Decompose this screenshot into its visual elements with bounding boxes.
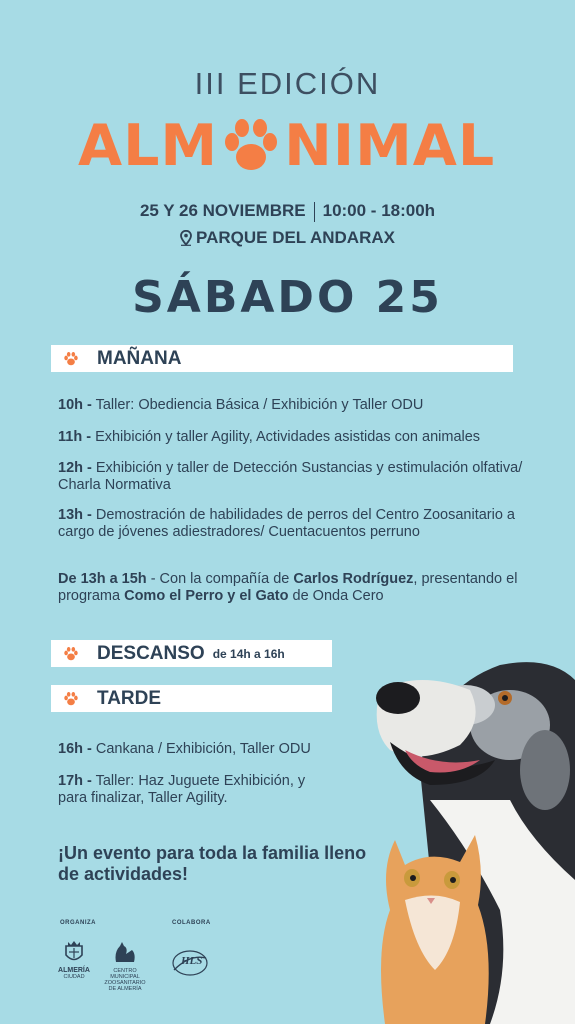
item-text: de Onda Cero	[288, 588, 384, 604]
item-text: Taller: Haz Juguete Exhibición, y para finalizar, Taller Agility.	[58, 773, 306, 806]
closing-message: ¡Un evento para toda la familia lleno de actividades!	[58, 843, 367, 884]
organiza-label: ORGANIZA	[60, 920, 96, 926]
logo-subtext: CIUDAD	[63, 974, 85, 980]
section-sublabel: de 14h a 16h	[212, 646, 285, 661]
section-label: MAÑANA	[97, 347, 182, 369]
schedule-item	[58, 507, 520, 541]
paw-icon	[63, 691, 79, 707]
section-tarde	[51, 685, 332, 712]
item-time: 10h -	[58, 397, 92, 413]
event-dates-row	[0, 201, 575, 222]
item-text: , presentando el programa	[58, 571, 518, 604]
event-dates: 25 Y 26 NOVIEMBRE	[139, 201, 306, 220]
item-time: 16h -	[58, 741, 92, 757]
section-label: TARDE	[97, 687, 162, 709]
colabora-label: COLABORA	[172, 920, 211, 926]
schedule-item	[58, 460, 528, 494]
paw-icon	[63, 351, 79, 367]
coat-of-arms-icon	[63, 940, 85, 964]
zoosanitario-logo	[100, 940, 150, 992]
schedule-item	[58, 429, 538, 446]
event-place: PARQUE DEL ANDARAX	[196, 228, 395, 247]
item-time: 17h -	[58, 773, 92, 789]
item-time: 11h -	[58, 429, 92, 445]
location-pin-icon	[180, 230, 192, 246]
event-place-row	[0, 228, 575, 248]
brand-right: NIMAL	[284, 113, 496, 179]
schedule-item	[58, 397, 538, 414]
guest-name: Carlos Rodríguez	[293, 571, 414, 587]
day-title: SÁBADO 25	[132, 272, 443, 323]
dog-cat-logo-icon	[112, 940, 138, 964]
item-text: Cankana / Exhibición, Taller ODU	[91, 741, 311, 757]
schedule-item	[58, 741, 358, 758]
item-time: 13h -	[58, 507, 92, 523]
section-label: DESCANSO	[97, 642, 205, 664]
dog-and-cat-illustration	[360, 650, 575, 1024]
item-text: Exhibición y taller de Detección Sustancias y estimulación olfativa/ Charla Normativa	[58, 460, 523, 493]
edition-title: III EDICIÓN	[194, 66, 381, 101]
program-name: Como el Perro y el Gato	[124, 588, 289, 604]
item-text: Demostración de habilidades de perros del Centro Zoosanitario a cargo de jóvenes adiestradores/ Cuentacuentos perruno	[58, 507, 515, 540]
almeria-logo	[56, 940, 92, 980]
event-logo	[78, 111, 495, 181]
schedule-item	[58, 571, 528, 605]
section-manana	[51, 345, 513, 372]
logo-text: ALMERÍA	[58, 967, 90, 974]
event-hours: 10:00 - 18:00h	[322, 201, 436, 220]
paw-icon	[220, 115, 282, 177]
item-text: - Con la compañía de	[146, 571, 294, 587]
brand-left: ALM	[78, 113, 219, 179]
hls-logo	[170, 946, 210, 980]
item-time: De 13h a 15h	[58, 571, 147, 587]
logo-text: CENTRO MUNICIPAL ZOOSANITARIO DE ALMERÍA	[104, 968, 146, 992]
item-text: Taller: Obediencia Básica / Exhibición y Taller ODU	[91, 397, 424, 413]
item-text: Exhibición y taller Agility, Actividades asistidas con animales	[91, 429, 481, 445]
schedule-item	[58, 773, 330, 807]
logo-text: HLS	[181, 955, 203, 967]
section-descanso	[51, 640, 332, 667]
paw-icon	[63, 646, 79, 662]
divider	[314, 202, 315, 222]
item-time: 12h -	[58, 460, 92, 476]
